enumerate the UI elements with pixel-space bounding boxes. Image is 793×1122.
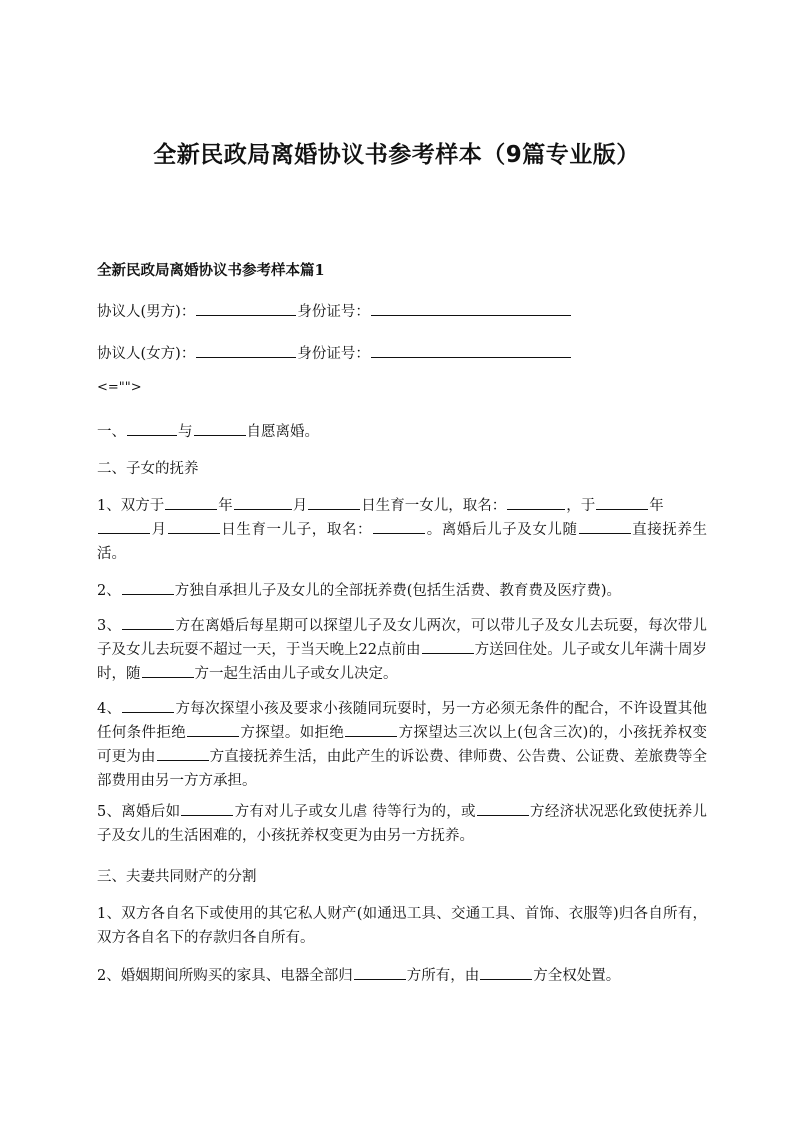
clause-text: 2、婚姻期间所购买的家具、电器全部归 bbox=[97, 968, 353, 984]
clause-text: 自愿离婚。 bbox=[246, 424, 319, 440]
clause-2-2 bbox=[97, 579, 707, 602]
clause-text: 年 bbox=[218, 498, 233, 514]
document-title: 全新民政局离婚协议书参考样本（9篇专业版） bbox=[153, 142, 640, 168]
clause-1 bbox=[97, 420, 707, 443]
clause-text: 方独自承担儿子及女儿的全部抚养费(包括生活费、教育费及医疗费)。 bbox=[174, 583, 622, 599]
blank-field bbox=[354, 964, 406, 980]
blank-field bbox=[157, 745, 209, 761]
clause-2-3 bbox=[97, 614, 707, 686]
stray-markup-text: <=""> bbox=[97, 380, 142, 395]
clause-text: 方全权处置。 bbox=[533, 968, 621, 984]
blank-field bbox=[308, 494, 360, 510]
clause-text: 月 bbox=[151, 522, 167, 538]
clause-text: 方经济状况恶化致使抚养儿子及女儿的生活困难的，小孩抚养权变更为由另一方抚养。 bbox=[97, 804, 707, 844]
clause-text: 月 bbox=[292, 498, 308, 514]
blank-field bbox=[422, 638, 474, 654]
blank-field bbox=[234, 494, 292, 510]
clause-text: 直接抚养生活。 bbox=[97, 522, 708, 562]
clause-text: 方探望。如拒绝 bbox=[240, 725, 345, 741]
blank-field bbox=[122, 579, 174, 595]
blank-field bbox=[122, 697, 174, 713]
party-female-line bbox=[97, 342, 707, 365]
blank-field bbox=[477, 800, 529, 816]
clause-text: 方探望达三次以上(包含三次)的，小孩抚养权变可更为由 bbox=[97, 725, 708, 765]
party-male-line bbox=[97, 300, 707, 323]
clause-2-5 bbox=[97, 800, 707, 848]
clause-text: 方在离婚后每星期可以探望儿子及女儿两次，可以带儿子及女儿去玩耍，每次带儿子及女儿去玩耍不超过一天，于当天晚上22点前由 bbox=[97, 618, 707, 658]
id-label: 身份证号： bbox=[297, 304, 370, 320]
clause-text: 日生育一儿子，取名： bbox=[220, 522, 373, 538]
blank-field bbox=[196, 300, 296, 316]
blank-field bbox=[596, 494, 648, 510]
clause-2-4 bbox=[97, 697, 707, 793]
heading-child-custody: 二、子女的抚养 bbox=[97, 461, 199, 477]
blank-field bbox=[181, 800, 233, 816]
blank-field bbox=[480, 964, 532, 980]
clause-text: 5、离婚后如 bbox=[97, 804, 181, 820]
blank-field bbox=[507, 494, 565, 510]
clause-text: ，于 bbox=[566, 498, 596, 514]
clause-text: 3、 bbox=[97, 618, 122, 634]
clause-2-1 bbox=[97, 494, 707, 566]
section-title: 全新民政局离婚协议书参考样本篇1 bbox=[97, 262, 325, 279]
clause-text: 方每次探望小孩及要求小孩随同玩耍时，另一方必须无条件的配合，不许设置其他任何条件拒绝 bbox=[97, 701, 707, 741]
clause-text: 方送回住处。儿子或女儿年满十周岁时，随 bbox=[97, 642, 708, 682]
clause-text: 2、 bbox=[97, 583, 121, 599]
blank-field bbox=[165, 494, 217, 510]
clause-text: 。离婚后儿子及女儿随 bbox=[426, 522, 578, 538]
blank-field bbox=[345, 721, 397, 737]
blank-field bbox=[142, 662, 194, 678]
heading-property-division: 三、夫妻共同财产的分割 bbox=[97, 869, 257, 885]
clause-3-1: 1、双方各自名下或使用的其它私人财产(如通迅工具、交通工具、首饰、衣服等)归各自所有，双方各自名下的存款归各自所有。 bbox=[97, 906, 707, 946]
blank-field bbox=[187, 721, 239, 737]
blank-field bbox=[194, 420, 246, 436]
blank-field bbox=[579, 518, 631, 534]
clause-text: 日生育一女儿，取名： bbox=[361, 498, 507, 514]
clause-text: 4、 bbox=[97, 701, 122, 717]
blank-field bbox=[127, 420, 177, 436]
id-label: 身份证号： bbox=[297, 346, 370, 362]
clause-text: 方直接抚养生活，由此产生的诉讼费、律师费、公告费、公证费、差旅费等全部费用由另一方方承担。 bbox=[97, 749, 708, 789]
blank-field bbox=[371, 300, 571, 316]
clause-3-2 bbox=[97, 964, 707, 987]
blank-field bbox=[98, 518, 150, 534]
clause-text: 年 bbox=[649, 498, 664, 514]
party-male-label: 协议人(男方)： bbox=[97, 304, 196, 320]
blank-field bbox=[122, 614, 174, 630]
blank-field bbox=[168, 518, 220, 534]
clause-text: 方所有，由 bbox=[406, 968, 480, 984]
blank-field bbox=[373, 518, 425, 534]
clause-text: 方一起生活由儿子或女儿决定。 bbox=[194, 666, 398, 682]
party-female-label: 协议人(女方)： bbox=[97, 346, 196, 362]
clause-text: 1、双方于 bbox=[97, 498, 165, 514]
clause-text: 与 bbox=[178, 424, 193, 440]
blank-field bbox=[371, 342, 571, 358]
clause-text: 方有对儿子或女儿虐 待等行为的，或 bbox=[234, 804, 476, 820]
blank-field bbox=[196, 342, 296, 358]
clause-text: 一、 bbox=[97, 424, 126, 440]
